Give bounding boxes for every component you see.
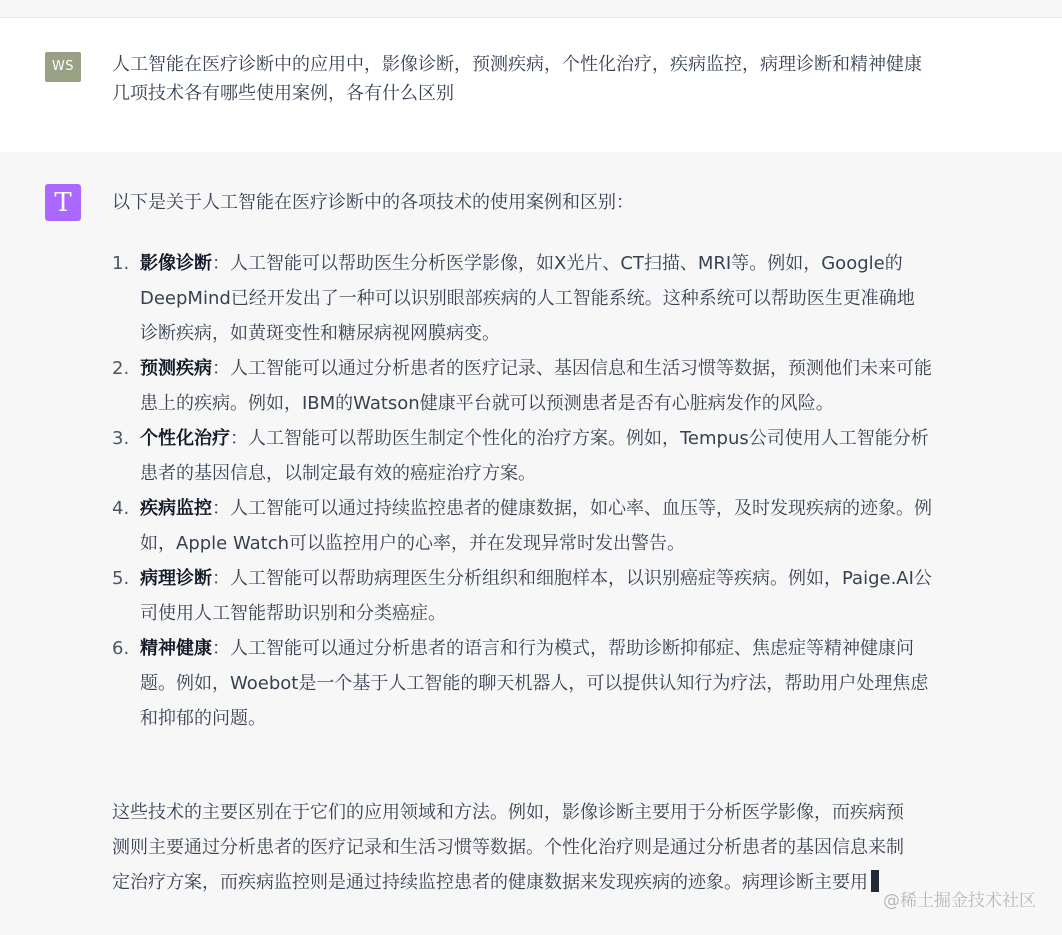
list-item-text: ：人工智能可以通过分析患者的医疗记录、基因信息和生活习惯等数据，预测他们未来可能患上的疾病。例如，IBM的Watson健康平台就可以预测患者是否有心脏病发作的风险。 xyxy=(140,358,932,414)
assistant-avatar-letter: T xyxy=(54,187,72,218)
list-item-term: 疾病监控 xyxy=(140,498,212,519)
list-item-term: 个性化治疗 xyxy=(140,428,230,449)
list-item xyxy=(112,561,932,631)
list-item xyxy=(112,631,932,736)
list-item-number: 2. xyxy=(112,358,130,379)
list-item-text: ：人工智能可以通过分析患者的语言和行为模式，帮助诊断抑郁症、焦虑症等精神健康问题。例如，Woebot是一个基于人工智能的聊天机器人，可以提供认知行为疗法，帮助用户处理焦虑和抑郁的问题。 xyxy=(140,638,929,729)
list-item-number: 1. xyxy=(112,253,130,274)
list-item xyxy=(112,351,932,421)
watermark: @稀土掘金技术社区 xyxy=(883,891,1036,911)
list-item xyxy=(112,246,932,351)
top-strip xyxy=(0,0,1062,18)
list-item-term: 影像诊断 xyxy=(140,253,212,274)
assistant-message-row xyxy=(0,152,1062,935)
summary-text: 这些技术的主要区别在于它们的应用领域和方法。例如，影像诊断主要用于分析医学影像，而疾病预测则主要通过分析患者的医疗记录和生活习惯等数据。个性化治疗则是通过分析患者的基因信息来制定治疗方案，而疾病监控则是通过持续监控患者的健康数据来发现疾病的迹象。病理诊断主要用 xyxy=(112,802,904,893)
list-item-text: ：人工智能可以帮助医生制定个性化的治疗方案。例如，Tempus公司使用人工智能分析患者的基因信息，以制定最有效的癌症治疗方案。 xyxy=(140,428,929,484)
list-item-text: ：人工智能可以帮助医生分析医学影像，如X光片、CT扫描、MRI等。例如，Google的DeepMind已经开发出了一种可以识别眼部疾病的人工智能系统。这种系统可以帮助医生更准确地诊断疾病，如黄斑变性和糖尿病视网膜病变。 xyxy=(140,253,915,344)
list-item-term: 病理诊断 xyxy=(140,568,212,589)
assistant-intro: 以下是关于人工智能在医疗诊断中的各项技术的使用案例和区别： xyxy=(112,192,634,213)
assistant-logo-icon xyxy=(45,184,81,221)
list-item-text: ：人工智能可以帮助病理医生分析组织和细胞样本，以识别癌症等疾病。例如，Paige.AI公司使用人工智能帮助识别和分类癌症。 xyxy=(140,568,932,624)
list-item-text: ：人工智能可以通过持续监控患者的健康数据，如心率、血压等，及时发现疾病的迹象。例如，Apple Watch可以监控用户的心率，并在发现异常时发出警告。 xyxy=(140,498,932,554)
list-item xyxy=(112,421,932,491)
list-item xyxy=(112,491,932,561)
list-item-number: 5. xyxy=(112,568,130,589)
list-item-term: 预测疾病 xyxy=(140,358,212,379)
list-item-number: 4. xyxy=(112,498,130,519)
list-item-number: 6. xyxy=(112,638,130,659)
assistant-summary xyxy=(112,795,917,900)
user-message-text: 人工智能在医疗诊断中的应用中，影像诊断，预测疾病，个性化治疗，疾病监控，病理诊断和精神健康几项技术各有哪些使用案例，各有什么区别 xyxy=(112,54,922,104)
technique-list xyxy=(112,246,932,736)
user-avatar-icon: WS xyxy=(45,52,81,82)
list-item-term: 精神健康 xyxy=(140,638,212,659)
user-message-row xyxy=(0,18,1062,152)
streaming-cursor-icon xyxy=(871,870,879,892)
list-item-number: 3. xyxy=(112,428,130,449)
